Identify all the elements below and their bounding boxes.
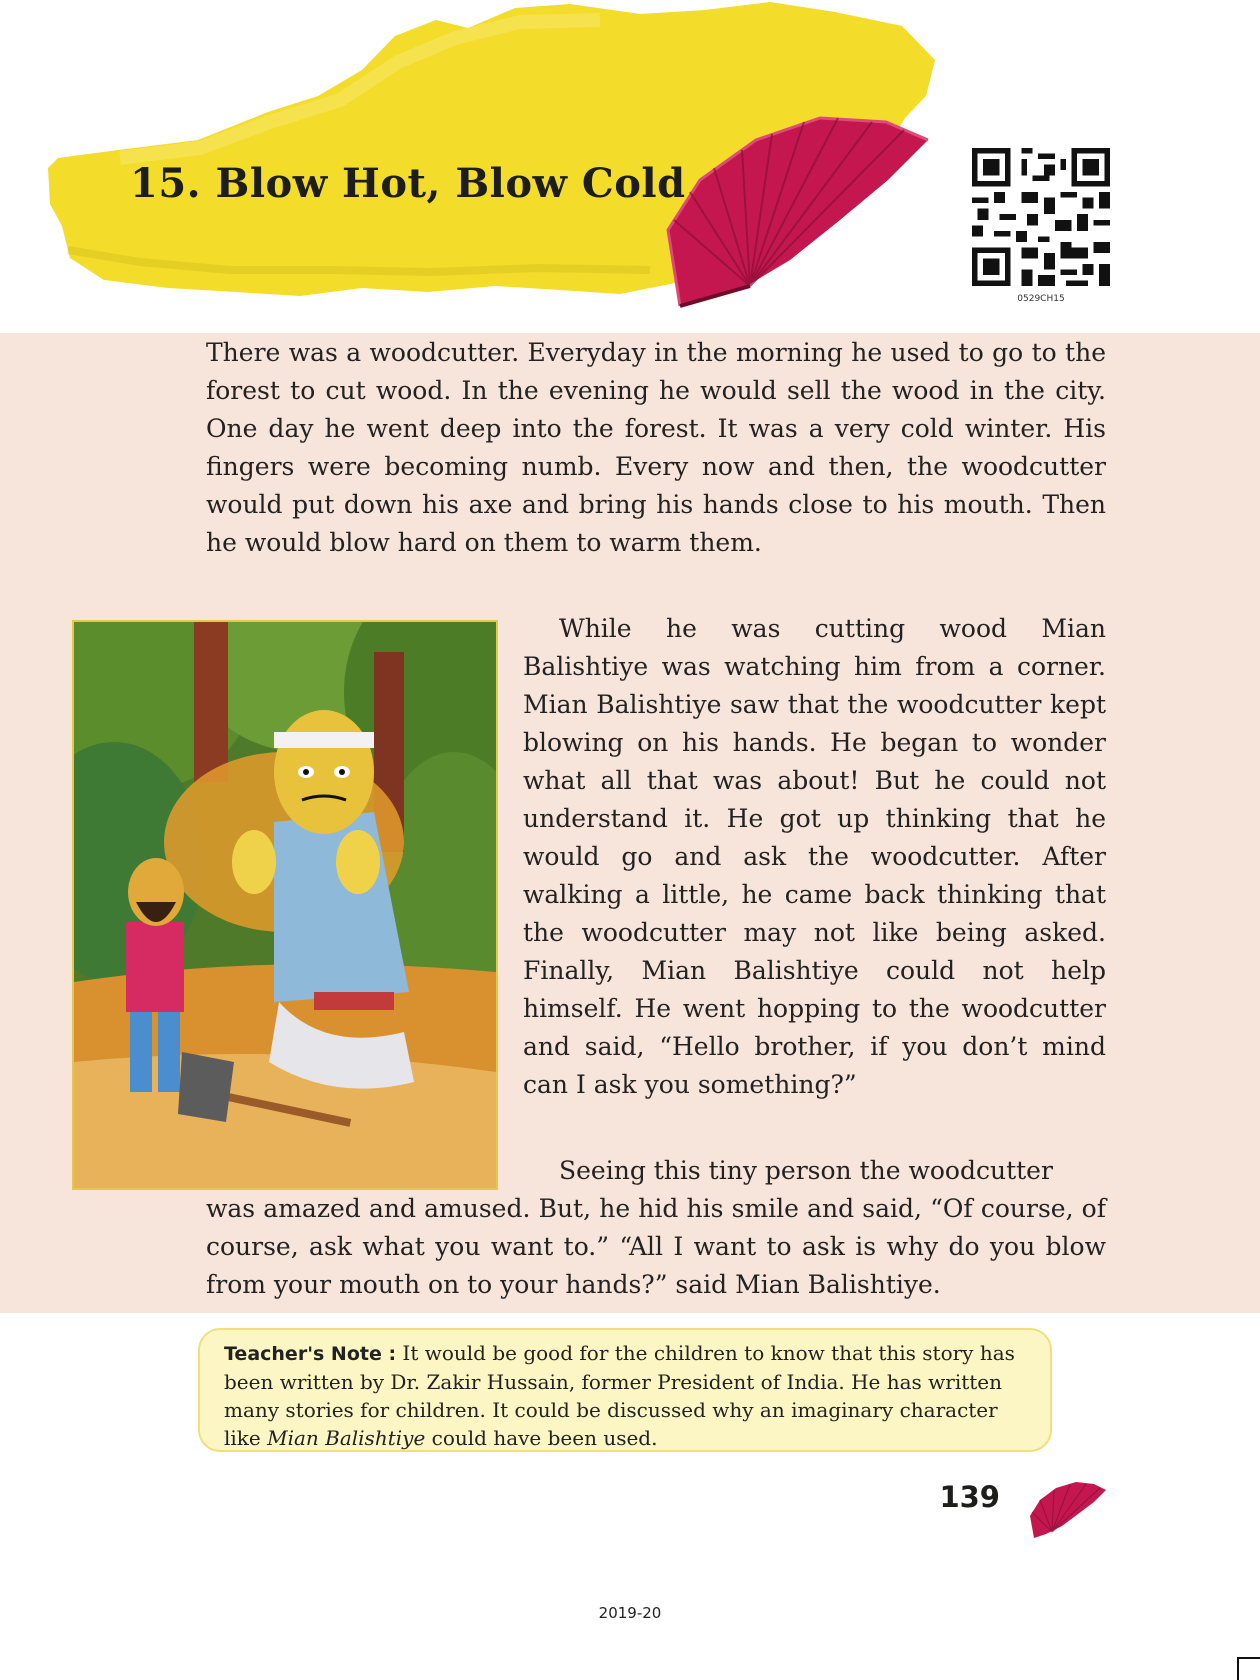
qr-code-icon[interactable] (972, 148, 1110, 286)
woodcutter-illustration (74, 622, 496, 1188)
teachers-note-box (198, 1328, 1052, 1452)
page-number: 139 (939, 1480, 1000, 1514)
small-fan-icon (1028, 1480, 1108, 1540)
edition-year: 2019-20 (598, 1604, 662, 1622)
teachers-note-label: Teacher's Note : (224, 1343, 397, 1365)
story-paragraph-start: Seeing this tiny person the woodcutter (559, 1156, 1053, 1185)
story-illustration (72, 620, 498, 1190)
teachers-note-text-end: could have been used. (425, 1426, 658, 1450)
story-paragraph: There was a woodcutter. Everyday in the morning he used to go to the forest to cut wood. In the evening he would sell the wood in the city. One day he went deep into the forest. It was a very cold winter. His fingers were becoming numb. Every now and then, the woodcutter would put down his axe and bring his hands close to his mouth. Then he would blow hard on them to warm them. (206, 338, 1106, 557)
chapter-title: 15. Blow Hot, Blow Cold (130, 160, 686, 207)
teachers-note-text: It would be good for the children to know that this story has been written by Dr. Zakir Hussain, former President of India. He has written many stories for children. It could be discussed why an imaginary character like (224, 1341, 1015, 1450)
qr-code-label: 0529CH15 (1017, 294, 1065, 304)
crop-mark-icon (1236, 1656, 1260, 1680)
story-paragraph-continued: was amazed and amused. But, he hid his smile and said, “Of course, of course, ask what you want to.” “All I want to ask is why do you blow from your mouth on to your hands?” said Mian Balishtiye. (206, 1194, 1106, 1299)
chapter-header (0, 0, 1260, 330)
story-paragraph: While he was cutting wood Mian Balishtiye was watching him from a corner. Mian Balishtiye saw that the woodcutter kept blowing on his hands. He began to wonder what all that was about! But he could not understand it. He got up thinking that he would go and ask the woodcutter. After walking a little, he came back thinking that the woodcutter may not like being asked. Finally, Mian Balishtiye could not help himself. He went hopping to the woodcutter and said, “Hello brother, if you don’t mind can I ask you something?” (523, 614, 1106, 1099)
teachers-note-italic: Mian Balishtiye (267, 1426, 426, 1450)
red-paper-fan-icon (660, 110, 960, 310)
